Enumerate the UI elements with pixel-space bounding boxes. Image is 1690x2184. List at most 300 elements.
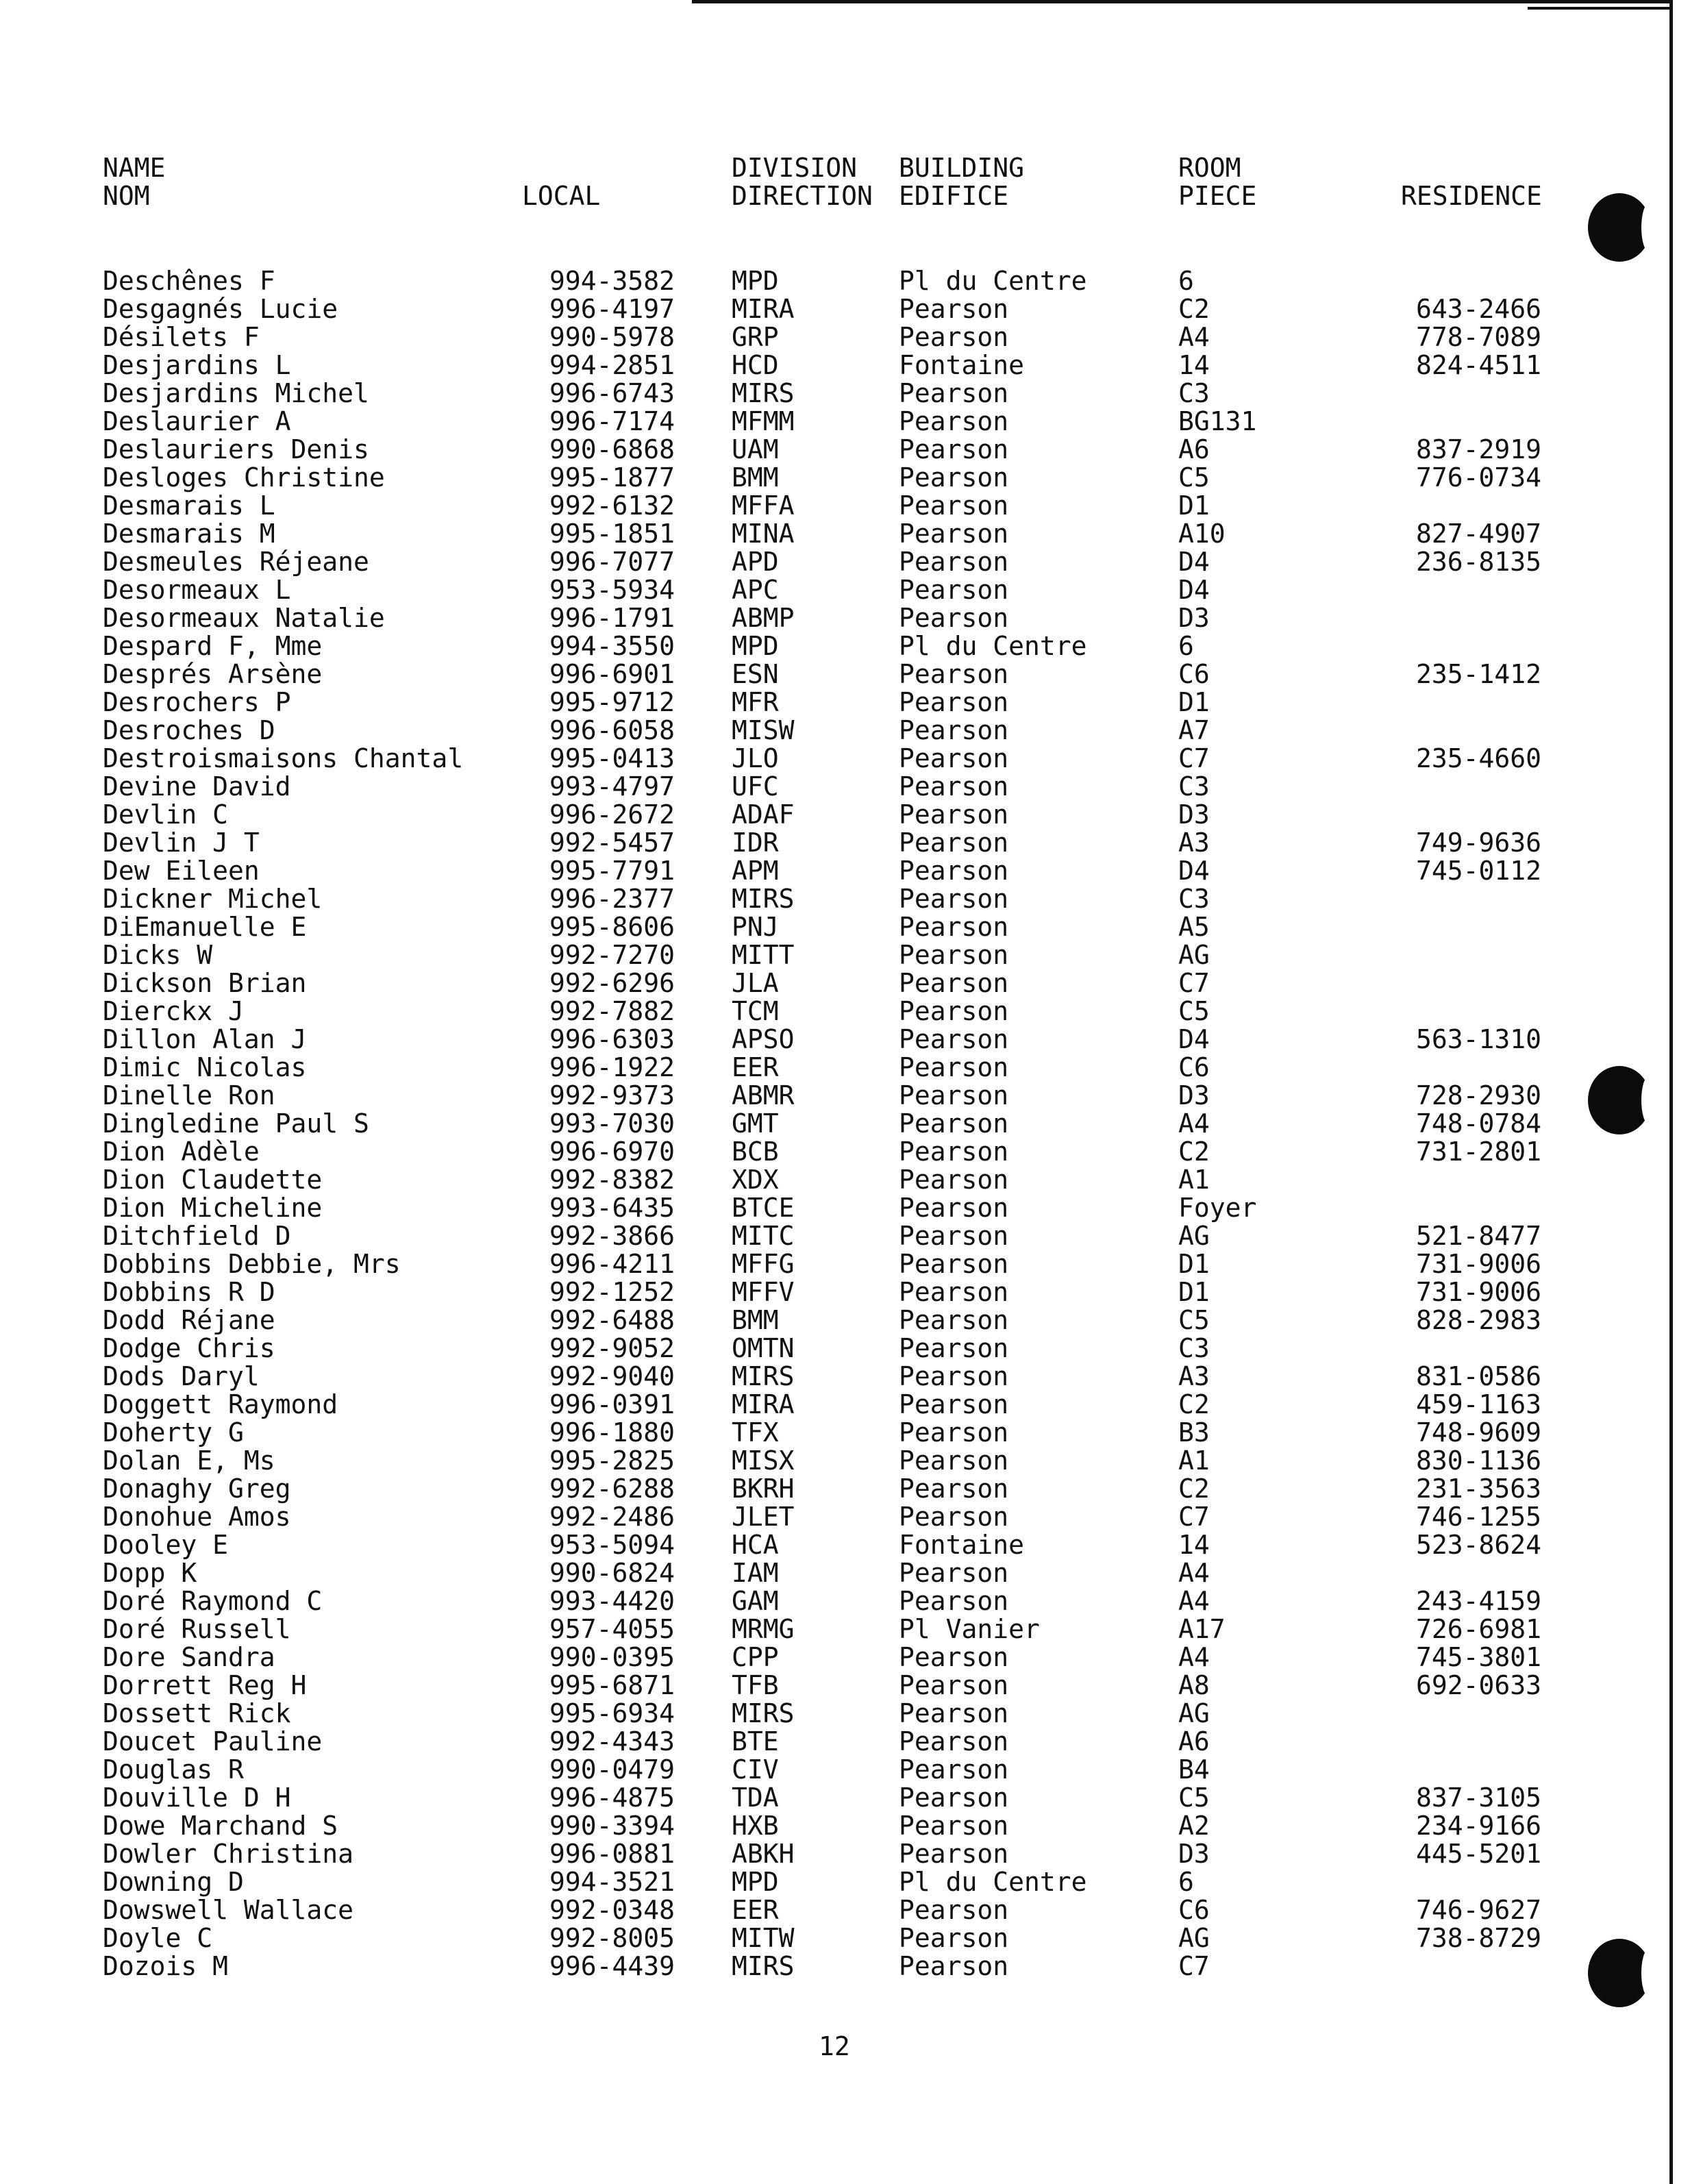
division-cell: ABMR bbox=[732, 1080, 795, 1110]
local-phone-cell: 957-4055 bbox=[549, 1614, 675, 1644]
name-cell: Despard F, Mme bbox=[103, 631, 323, 661]
building-cell: Pearson bbox=[899, 1783, 1009, 1813]
building-cell: Pearson bbox=[899, 771, 1009, 802]
table-row bbox=[0, 1110, 1690, 1138]
header-room-en: ROOM bbox=[1178, 153, 1241, 183]
room-cell: 6 bbox=[1178, 1867, 1194, 1897]
division-cell: MIRA bbox=[732, 294, 795, 324]
room-cell: A4 bbox=[1178, 1586, 1210, 1616]
local-phone-cell: 992-6132 bbox=[549, 491, 675, 521]
building-cell: Pearson bbox=[899, 912, 1009, 942]
room-cell: D1 bbox=[1178, 491, 1210, 521]
residence-phone-cell: 236-8135 bbox=[1416, 547, 1542, 577]
local-phone-cell: 996-2377 bbox=[549, 884, 675, 914]
table-row bbox=[0, 857, 1690, 885]
name-cell: Deschênes F bbox=[103, 266, 275, 296]
room-cell: 6 bbox=[1178, 266, 1194, 296]
room-cell: 14 bbox=[1178, 350, 1210, 380]
table-row bbox=[0, 1587, 1690, 1615]
division-cell: MIRS bbox=[732, 884, 795, 914]
room-cell: C5 bbox=[1178, 996, 1210, 1026]
division-cell: OMTN bbox=[732, 1333, 795, 1363]
table-row bbox=[0, 688, 1690, 717]
local-phone-cell: 993-4797 bbox=[549, 771, 675, 802]
room-cell: A3 bbox=[1178, 1361, 1210, 1391]
local-phone-cell: 996-1922 bbox=[549, 1052, 675, 1082]
residence-phone-cell: 748-9609 bbox=[1416, 1417, 1542, 1448]
residence-phone-cell: 234-9166 bbox=[1416, 1811, 1542, 1841]
residence-phone-cell: 243-4159 bbox=[1416, 1586, 1542, 1616]
division-cell: HCA bbox=[732, 1530, 779, 1560]
name-cell: Dickner Michel bbox=[103, 884, 323, 914]
room-cell: A17 bbox=[1178, 1614, 1226, 1644]
top-edge-rule bbox=[692, 0, 1672, 3]
room-cell: 6 bbox=[1178, 631, 1194, 661]
header-division-en: DIVISION bbox=[732, 153, 858, 183]
local-phone-cell: 993-7030 bbox=[549, 1108, 675, 1139]
local-phone-cell: 996-1791 bbox=[549, 603, 675, 633]
residence-phone-cell: 731-9006 bbox=[1416, 1277, 1542, 1307]
division-cell: JLO bbox=[732, 743, 779, 773]
division-cell: MISW bbox=[732, 715, 795, 745]
building-cell: Pearson bbox=[899, 1923, 1009, 1953]
local-phone-cell: 953-5094 bbox=[549, 1530, 675, 1560]
table-row bbox=[0, 1531, 1690, 1559]
local-phone-cell: 992-2486 bbox=[549, 1502, 675, 1532]
division-cell: APSO bbox=[732, 1024, 795, 1054]
local-phone-cell: 996-4211 bbox=[549, 1249, 675, 1279]
division-cell: MFFV bbox=[732, 1277, 795, 1307]
division-cell: MIRS bbox=[732, 1361, 795, 1391]
name-cell: Devlin J T bbox=[103, 828, 260, 858]
table-row bbox=[0, 1306, 1690, 1335]
room-cell: A3 bbox=[1178, 828, 1210, 858]
local-phone-cell: 992-8005 bbox=[549, 1923, 675, 1953]
room-cell: C2 bbox=[1178, 1137, 1210, 1167]
header-room-fr: PIECE bbox=[1178, 181, 1257, 211]
name-cell: Doherty G bbox=[103, 1417, 244, 1448]
building-cell: Pearson bbox=[899, 1137, 1009, 1167]
local-phone-cell: 992-7882 bbox=[549, 996, 675, 1026]
name-cell: Desjardins L bbox=[103, 350, 291, 380]
room-cell: A6 bbox=[1178, 1726, 1210, 1757]
division-cell: XDX bbox=[732, 1165, 779, 1195]
building-cell: Pearson bbox=[899, 996, 1009, 1026]
header-residence: RESIDENCE bbox=[1401, 181, 1542, 211]
local-phone-cell: 992-9040 bbox=[549, 1361, 675, 1391]
building-cell: Pearson bbox=[899, 1951, 1009, 1981]
local-phone-cell: 990-5978 bbox=[549, 322, 675, 352]
residence-phone-cell: 837-3105 bbox=[1416, 1783, 1542, 1813]
header-name-fr: NOM bbox=[103, 181, 150, 211]
residence-phone-cell: 523-8624 bbox=[1416, 1530, 1542, 1560]
room-cell: A4 bbox=[1178, 1642, 1210, 1672]
division-cell: BMM bbox=[732, 1305, 779, 1335]
residence-phone-cell: 459-1163 bbox=[1416, 1389, 1542, 1419]
table-row bbox=[0, 548, 1690, 576]
table-row bbox=[0, 969, 1690, 997]
division-cell: MFR bbox=[732, 687, 779, 717]
residence-phone-cell: 521-8477 bbox=[1416, 1221, 1542, 1251]
local-phone-cell: 992-5457 bbox=[549, 828, 675, 858]
residence-phone-cell: 235-4660 bbox=[1416, 743, 1542, 773]
room-cell: D1 bbox=[1178, 1277, 1210, 1307]
name-cell: Dimic Nicolas bbox=[103, 1052, 307, 1082]
local-phone-cell: 994-2851 bbox=[549, 350, 675, 380]
table-row bbox=[0, 1756, 1690, 1784]
table-row bbox=[0, 408, 1690, 436]
room-cell: C2 bbox=[1178, 1474, 1210, 1504]
residence-phone-cell: 738-8729 bbox=[1416, 1923, 1542, 1953]
local-phone-cell: 996-4197 bbox=[549, 294, 675, 324]
room-cell: C3 bbox=[1178, 1333, 1210, 1363]
name-cell: Dooley E bbox=[103, 1530, 229, 1560]
local-phone-cell: 995-6871 bbox=[549, 1670, 675, 1700]
table-row bbox=[0, 1419, 1690, 1447]
division-cell: BKRH bbox=[732, 1474, 795, 1504]
room-cell: A1 bbox=[1178, 1445, 1210, 1476]
local-phone-cell: 996-7174 bbox=[549, 406, 675, 436]
division-cell: TFB bbox=[732, 1670, 779, 1700]
name-cell: Désilets F bbox=[103, 322, 260, 352]
division-cell: IAM bbox=[732, 1558, 779, 1588]
division-cell: MFMM bbox=[732, 406, 795, 436]
room-cell: C6 bbox=[1178, 1052, 1210, 1082]
local-phone-cell: 996-0391 bbox=[549, 1389, 675, 1419]
table-row bbox=[0, 1812, 1690, 1840]
building-cell: Pearson bbox=[899, 1811, 1009, 1841]
table-row bbox=[0, 1250, 1690, 1278]
room-cell: A2 bbox=[1178, 1811, 1210, 1841]
residence-phone-cell: 745-0112 bbox=[1416, 856, 1542, 886]
residence-phone-cell: 831-0586 bbox=[1416, 1361, 1542, 1391]
building-cell: Pl du Centre bbox=[899, 1867, 1087, 1897]
table-row bbox=[0, 1026, 1690, 1054]
local-phone-cell: 996-6743 bbox=[549, 378, 675, 408]
building-cell: Pearson bbox=[899, 406, 1009, 436]
residence-phone-cell: 748-0784 bbox=[1416, 1108, 1542, 1139]
building-cell: Pearson bbox=[899, 1052, 1009, 1082]
building-cell: Pearson bbox=[899, 799, 1009, 830]
room-cell: A5 bbox=[1178, 912, 1210, 942]
name-cell: Ditchfield D bbox=[103, 1221, 291, 1251]
room-cell: B4 bbox=[1178, 1754, 1210, 1785]
table-row bbox=[0, 604, 1690, 632]
name-cell: Deslauriers Denis bbox=[103, 434, 369, 464]
table-row bbox=[0, 1166, 1690, 1194]
building-cell: Pearson bbox=[899, 1361, 1009, 1391]
name-cell: Dinelle Ron bbox=[103, 1080, 275, 1110]
room-cell: C5 bbox=[1178, 1783, 1210, 1813]
table-row bbox=[0, 1559, 1690, 1587]
name-cell: Desmarais L bbox=[103, 491, 275, 521]
table-row bbox=[0, 801, 1690, 829]
building-cell: Pearson bbox=[899, 519, 1009, 549]
table-row bbox=[0, 717, 1690, 745]
table-row bbox=[0, 436, 1690, 464]
name-cell: Desormeaux Natalie bbox=[103, 603, 385, 633]
header-name-en: NAME bbox=[103, 153, 166, 183]
division-cell: UAM bbox=[732, 434, 779, 464]
building-cell: Pearson bbox=[899, 1895, 1009, 1925]
room-cell: AG bbox=[1178, 1923, 1210, 1953]
room-cell: D4 bbox=[1178, 1024, 1210, 1054]
residence-phone-cell: 746-1255 bbox=[1416, 1502, 1542, 1532]
table-row bbox=[0, 1896, 1690, 1924]
name-cell: Dion Claudette bbox=[103, 1165, 323, 1195]
name-cell: Dore Sandra bbox=[103, 1642, 275, 1672]
building-cell: Pearson bbox=[899, 1586, 1009, 1616]
building-cell: Pearson bbox=[899, 1698, 1009, 1728]
header-local: LOCAL bbox=[522, 181, 601, 211]
building-cell: Pearson bbox=[899, 1558, 1009, 1588]
building-cell: Pearson bbox=[899, 856, 1009, 886]
room-cell: Foyer bbox=[1178, 1193, 1257, 1223]
division-cell: ADAF bbox=[732, 799, 795, 830]
division-cell: MRMG bbox=[732, 1614, 795, 1644]
name-cell: Desmeules Réjeane bbox=[103, 547, 369, 577]
local-phone-cell: 994-3582 bbox=[549, 266, 675, 296]
column-header bbox=[0, 154, 1690, 216]
table-row bbox=[0, 1643, 1690, 1672]
division-cell: JLA bbox=[732, 968, 779, 998]
building-cell: Pearson bbox=[899, 968, 1009, 998]
local-phone-cell: 995-8606 bbox=[549, 912, 675, 942]
name-cell: Dicks W bbox=[103, 940, 213, 970]
name-cell: Dods Daryl bbox=[103, 1361, 260, 1391]
local-phone-cell: 995-0413 bbox=[549, 743, 675, 773]
building-cell: Pl Vanier bbox=[899, 1614, 1040, 1644]
room-cell: C6 bbox=[1178, 1895, 1210, 1925]
division-cell: MITT bbox=[732, 940, 795, 970]
division-cell: MPD bbox=[732, 266, 779, 296]
table-row bbox=[0, 267, 1690, 295]
table-row bbox=[0, 351, 1690, 380]
room-cell: BG131 bbox=[1178, 406, 1257, 436]
name-cell: Dodge Chris bbox=[103, 1333, 275, 1363]
local-phone-cell: 995-7791 bbox=[549, 856, 675, 886]
local-phone-cell: 994-3521 bbox=[549, 1867, 675, 1897]
residence-phone-cell: 827-4907 bbox=[1416, 519, 1542, 549]
residence-phone-cell: 778-7089 bbox=[1416, 322, 1542, 352]
building-cell: Pearson bbox=[899, 715, 1009, 745]
name-cell: Doré Raymond C bbox=[103, 1586, 323, 1616]
name-cell: Dodd Réjane bbox=[103, 1305, 275, 1335]
building-cell: Pearson bbox=[899, 547, 1009, 577]
division-cell: APC bbox=[732, 575, 779, 605]
building-cell: Pl du Centre bbox=[899, 266, 1087, 296]
division-cell: JLET bbox=[732, 1502, 795, 1532]
division-cell: HCD bbox=[732, 350, 779, 380]
room-cell: A4 bbox=[1178, 1558, 1210, 1588]
table-row bbox=[0, 745, 1690, 773]
building-cell: Pearson bbox=[899, 1080, 1009, 1110]
building-cell: Fontaine bbox=[899, 350, 1025, 380]
division-cell: BCB bbox=[732, 1137, 779, 1167]
table-row bbox=[0, 1082, 1690, 1110]
header-division-fr: DIRECTION bbox=[732, 181, 873, 211]
name-cell: Douville D H bbox=[103, 1783, 291, 1813]
local-phone-cell: 996-6901 bbox=[549, 659, 675, 689]
table-row bbox=[0, 1054, 1690, 1082]
local-phone-cell: 995-9712 bbox=[549, 687, 675, 717]
room-cell: D1 bbox=[1178, 687, 1210, 717]
local-phone-cell: 994-3550 bbox=[549, 631, 675, 661]
local-phone-cell: 992-4343 bbox=[549, 1726, 675, 1757]
residence-phone-cell: 643-2466 bbox=[1416, 294, 1542, 324]
room-cell: AG bbox=[1178, 1698, 1210, 1728]
table-row bbox=[0, 520, 1690, 548]
division-cell: BTCE bbox=[732, 1193, 795, 1223]
name-cell: Dowler Christina bbox=[103, 1839, 354, 1869]
local-phone-cell: 992-0348 bbox=[549, 1895, 675, 1925]
building-cell: Pl du Centre bbox=[899, 631, 1087, 661]
table-row bbox=[0, 1672, 1690, 1700]
building-cell: Pearson bbox=[899, 884, 1009, 914]
name-cell: Devine David bbox=[103, 771, 291, 802]
room-cell: C2 bbox=[1178, 1389, 1210, 1419]
room-cell: C7 bbox=[1178, 1502, 1210, 1532]
local-phone-cell: 995-1851 bbox=[549, 519, 675, 549]
division-cell: IDR bbox=[732, 828, 779, 858]
residence-phone-cell: 745-3801 bbox=[1416, 1642, 1542, 1672]
table-row bbox=[0, 1784, 1690, 1812]
building-cell: Pearson bbox=[899, 1108, 1009, 1139]
building-cell: Pearson bbox=[899, 1670, 1009, 1700]
name-cell: Downing D bbox=[103, 1867, 244, 1897]
local-phone-cell: 990-6824 bbox=[549, 1558, 675, 1588]
room-cell: 14 bbox=[1178, 1530, 1210, 1560]
table-row bbox=[0, 913, 1690, 941]
building-cell: Pearson bbox=[899, 1221, 1009, 1251]
room-cell: AG bbox=[1178, 940, 1210, 970]
division-cell: MPD bbox=[732, 631, 779, 661]
local-phone-cell: 992-9052 bbox=[549, 1333, 675, 1363]
residence-phone-cell: 445-5201 bbox=[1416, 1839, 1542, 1869]
division-cell: MFFA bbox=[732, 491, 795, 521]
room-cell: C3 bbox=[1178, 884, 1210, 914]
room-cell: D4 bbox=[1178, 575, 1210, 605]
table-row bbox=[0, 660, 1690, 688]
room-cell: D4 bbox=[1178, 856, 1210, 886]
building-cell: Pearson bbox=[899, 575, 1009, 605]
residence-phone-cell: 828-2983 bbox=[1416, 1305, 1542, 1335]
local-phone-cell: 995-2825 bbox=[549, 1445, 675, 1476]
name-cell: Dingledine Paul S bbox=[103, 1108, 369, 1139]
table-row bbox=[0, 1194, 1690, 1222]
table-row bbox=[0, 773, 1690, 801]
division-cell: TDA bbox=[732, 1783, 779, 1813]
building-cell: Pearson bbox=[899, 294, 1009, 324]
table-row bbox=[0, 1503, 1690, 1531]
local-phone-cell: 996-6058 bbox=[549, 715, 675, 745]
name-cell: Doucet Pauline bbox=[103, 1726, 323, 1757]
table-row bbox=[0, 1335, 1690, 1363]
building-cell: Pearson bbox=[899, 1839, 1009, 1869]
name-cell: Dossett Rick bbox=[103, 1698, 291, 1728]
residence-phone-cell: 692-0633 bbox=[1416, 1670, 1542, 1700]
name-cell: Doggett Raymond bbox=[103, 1389, 338, 1419]
residence-phone-cell: 824-4511 bbox=[1416, 350, 1542, 380]
division-cell: MINA bbox=[732, 519, 795, 549]
name-cell: Dowe Marchand S bbox=[103, 1811, 338, 1841]
name-cell: Dew Eileen bbox=[103, 856, 260, 886]
room-cell: C2 bbox=[1178, 294, 1210, 324]
name-cell: Douglas R bbox=[103, 1754, 244, 1785]
name-cell: Destroismaisons Chantal bbox=[103, 743, 464, 773]
local-phone-cell: 992-8382 bbox=[549, 1165, 675, 1195]
name-cell: Donaghy Greg bbox=[103, 1474, 291, 1504]
table-row bbox=[0, 1840, 1690, 1868]
division-cell: EER bbox=[732, 1895, 779, 1925]
room-cell: A4 bbox=[1178, 1108, 1210, 1139]
local-phone-cell: 992-9373 bbox=[549, 1080, 675, 1110]
room-cell: A7 bbox=[1178, 715, 1210, 745]
table-row bbox=[0, 1952, 1690, 1981]
name-cell: Desgagnés Lucie bbox=[103, 294, 338, 324]
division-cell: BTE bbox=[732, 1726, 779, 1757]
residence-phone-cell: 231-3563 bbox=[1416, 1474, 1542, 1504]
building-cell: Pearson bbox=[899, 1249, 1009, 1279]
residence-phone-cell: 837-2919 bbox=[1416, 434, 1542, 464]
division-cell: ESN bbox=[732, 659, 779, 689]
residence-phone-cell: 235-1412 bbox=[1416, 659, 1542, 689]
room-cell: A1 bbox=[1178, 1165, 1210, 1195]
division-cell: UFC bbox=[732, 771, 779, 802]
name-cell: Dolan E, Ms bbox=[103, 1445, 275, 1476]
building-cell: Pearson bbox=[899, 1277, 1009, 1307]
table-row bbox=[0, 464, 1690, 492]
division-cell: GAM bbox=[732, 1586, 779, 1616]
table-row bbox=[0, 1278, 1690, 1306]
name-cell: Després Arsène bbox=[103, 659, 323, 689]
local-phone-cell: 993-6435 bbox=[549, 1193, 675, 1223]
room-cell: A10 bbox=[1178, 519, 1226, 549]
name-cell: Desormeaux L bbox=[103, 575, 291, 605]
name-cell: Dorrett Reg H bbox=[103, 1670, 307, 1700]
local-phone-cell: 996-1880 bbox=[549, 1417, 675, 1448]
division-cell: ABKH bbox=[732, 1839, 795, 1869]
local-phone-cell: 996-7077 bbox=[549, 547, 675, 577]
local-phone-cell: 996-0881 bbox=[549, 1839, 675, 1869]
division-cell: ABMP bbox=[732, 603, 795, 633]
division-cell: MPD bbox=[732, 1867, 779, 1897]
name-cell: Desrochers P bbox=[103, 687, 291, 717]
page-number: 12 bbox=[819, 2031, 850, 2061]
local-phone-cell: 992-6288 bbox=[549, 1474, 675, 1504]
local-phone-cell: 992-6296 bbox=[549, 968, 675, 998]
name-cell: Dopp K bbox=[103, 1558, 197, 1588]
name-cell: Desmarais M bbox=[103, 519, 275, 549]
division-cell: MIRS bbox=[732, 1698, 795, 1728]
name-cell: Dion Adèle bbox=[103, 1137, 260, 1167]
table-row bbox=[0, 380, 1690, 408]
building-cell: Pearson bbox=[899, 940, 1009, 970]
building-cell: Pearson bbox=[899, 1305, 1009, 1335]
table-row bbox=[0, 997, 1690, 1026]
local-phone-cell: 992-6488 bbox=[549, 1305, 675, 1335]
table-row bbox=[0, 1868, 1690, 1896]
name-cell: Donohue Amos bbox=[103, 1502, 291, 1532]
name-cell: Dierckx J bbox=[103, 996, 244, 1026]
room-cell: C7 bbox=[1178, 743, 1210, 773]
division-cell: MITW bbox=[732, 1923, 795, 1953]
table-row bbox=[0, 632, 1690, 660]
building-cell: Pearson bbox=[899, 659, 1009, 689]
name-cell: Deslaurier A bbox=[103, 406, 291, 436]
room-cell: D3 bbox=[1178, 799, 1210, 830]
table-row bbox=[0, 323, 1690, 351]
